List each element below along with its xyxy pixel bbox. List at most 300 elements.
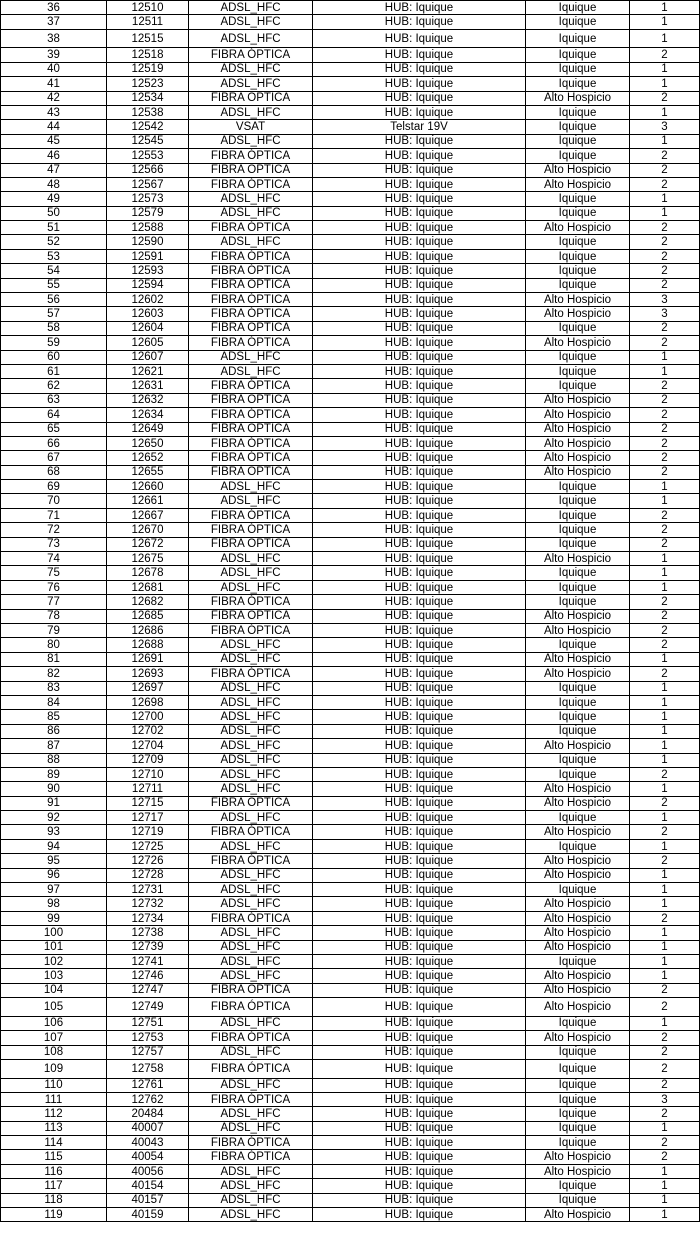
table-row	[1, 566, 700, 580]
priority-cell: 1	[630, 206, 700, 220]
row-number-cell: 44	[1, 120, 107, 134]
table-row	[1, 278, 700, 292]
table-row	[1, 1107, 700, 1121]
technology-cell: ADSL_HFC	[189, 652, 313, 666]
technology-cell: ADSL_HFC	[189, 638, 313, 652]
priority-cell: 2	[630, 911, 700, 925]
table-row	[1, 1150, 700, 1164]
priority-cell: 2	[630, 336, 700, 350]
hub-cell: HUB: Iquique	[313, 911, 526, 925]
table-row	[1, 695, 700, 709]
technology-cell: FIBRA ÓPTICA	[189, 249, 313, 263]
commune-cell: Alto Hospicio	[526, 293, 630, 307]
hub-cell: HUB: Iquique	[313, 926, 526, 940]
technology-cell: FIBRA ÓPTICA	[189, 321, 313, 335]
table-row	[1, 1193, 700, 1207]
row-number-cell: 79	[1, 624, 107, 638]
code-cell: 12650	[107, 436, 189, 450]
row-number-cell: 104	[1, 983, 107, 997]
row-number-cell: 87	[1, 739, 107, 753]
code-cell: 12681	[107, 580, 189, 594]
commune-cell: Iquique	[526, 1045, 630, 1059]
table-row	[1, 940, 700, 954]
row-number-cell: 105	[1, 998, 107, 1017]
row-number-cell: 93	[1, 825, 107, 839]
row-number-cell: 66	[1, 436, 107, 450]
priority-cell: 2	[630, 796, 700, 810]
commune-cell: Iquique	[526, 77, 630, 91]
code-cell: 12652	[107, 451, 189, 465]
commune-cell: Iquique	[526, 1, 630, 15]
code-cell: 12682	[107, 595, 189, 609]
code-cell: 12757	[107, 1045, 189, 1059]
hub-cell: HUB: Iquique	[313, 552, 526, 566]
hub-cell: HUB: Iquique	[313, 336, 526, 350]
row-number-cell: 84	[1, 695, 107, 709]
commune-cell: Iquique	[526, 350, 630, 364]
table-row	[1, 293, 700, 307]
hub-cell: HUB: Iquique	[313, 695, 526, 709]
priority-cell: 2	[630, 451, 700, 465]
commune-cell: Alto Hospicio	[526, 552, 630, 566]
hub-cell: HUB: Iquique	[313, 105, 526, 119]
code-cell: 12519	[107, 62, 189, 76]
code-cell: 12594	[107, 278, 189, 292]
priority-cell: 1	[630, 192, 700, 206]
technology-cell: ADSL_HFC	[189, 566, 313, 580]
commune-cell: Iquique	[526, 681, 630, 695]
code-cell: 12511	[107, 15, 189, 29]
table-row	[1, 868, 700, 882]
hub-cell: HUB: Iquique	[313, 811, 526, 825]
priority-cell: 1	[630, 897, 700, 911]
hub-cell: HUB: Iquique	[313, 1092, 526, 1106]
commune-cell: Iquique	[526, 1016, 630, 1030]
hub-cell: HUB: Iquique	[313, 595, 526, 609]
code-cell: 12553	[107, 149, 189, 163]
technology-cell: FIBRA ÓPTICA	[189, 307, 313, 321]
commune-cell: Alto Hospicio	[526, 739, 630, 753]
technology-cell: FIBRA ÓPTICA	[189, 163, 313, 177]
commune-cell: Alto Hospicio	[526, 336, 630, 350]
commune-cell: Iquique	[526, 508, 630, 522]
row-number-cell: 81	[1, 652, 107, 666]
table-row	[1, 767, 700, 781]
technology-cell: ADSL_HFC	[189, 1, 313, 15]
table-row	[1, 1136, 700, 1150]
technology-cell: FIBRA ÓPTICA	[189, 91, 313, 105]
code-cell: 40154	[107, 1179, 189, 1193]
priority-cell: 3	[630, 307, 700, 321]
hub-cell: HUB: Iquique	[313, 523, 526, 537]
commune-cell: Alto Hospicio	[526, 782, 630, 796]
row-number-cell: 82	[1, 667, 107, 681]
hub-cell: HUB: Iquique	[313, 293, 526, 307]
priority-cell: 2	[630, 436, 700, 450]
commune-cell: Alto Hospicio	[526, 1208, 630, 1222]
table-row	[1, 883, 700, 897]
technology-cell: ADSL_HFC	[189, 1121, 313, 1135]
commune-cell: Iquique	[526, 1121, 630, 1135]
code-cell: 12542	[107, 120, 189, 134]
table-row	[1, 91, 700, 105]
table-row	[1, 1208, 700, 1222]
hub-cell: HUB: Iquique	[313, 91, 526, 105]
technology-cell: ADSL_HFC	[189, 940, 313, 954]
technology-cell: ADSL_HFC	[189, 580, 313, 594]
priority-cell: 2	[630, 163, 700, 177]
row-number-cell: 80	[1, 638, 107, 652]
table-row	[1, 796, 700, 810]
technology-cell: ADSL_HFC	[189, 695, 313, 709]
table-row	[1, 667, 700, 681]
row-number-cell: 94	[1, 839, 107, 853]
row-number-cell: 43	[1, 105, 107, 119]
commune-cell: Iquique	[526, 29, 630, 48]
hub-cell: HUB: Iquique	[313, 638, 526, 652]
priority-cell: 1	[630, 1, 700, 15]
priority-cell: 2	[630, 998, 700, 1017]
priority-cell: 1	[630, 883, 700, 897]
code-cell: 12675	[107, 552, 189, 566]
code-cell: 12545	[107, 134, 189, 148]
priority-cell: 1	[630, 1016, 700, 1030]
commune-cell: Iquique	[526, 695, 630, 709]
hub-cell: HUB: Iquique	[313, 1193, 526, 1207]
code-cell: 12732	[107, 897, 189, 911]
row-number-cell: 53	[1, 249, 107, 263]
row-number-cell: 50	[1, 206, 107, 220]
row-number-cell: 102	[1, 954, 107, 968]
row-number-cell: 69	[1, 480, 107, 494]
code-cell: 12518	[107, 48, 189, 62]
row-number-cell: 106	[1, 1016, 107, 1030]
hub-cell: HUB: Iquique	[313, 364, 526, 378]
row-number-cell: 61	[1, 364, 107, 378]
technology-cell: ADSL_HFC	[189, 681, 313, 695]
table-row	[1, 580, 700, 594]
technology-cell: FIBRA ÓPTICA	[189, 667, 313, 681]
technology-cell: FIBRA ÓPTICA	[189, 465, 313, 479]
commune-cell: Iquique	[526, 954, 630, 968]
table-row	[1, 1179, 700, 1193]
hub-cell: HUB: Iquique	[313, 969, 526, 983]
technology-cell: ADSL_HFC	[189, 883, 313, 897]
code-cell: 12700	[107, 710, 189, 724]
row-number-cell: 118	[1, 1193, 107, 1207]
priority-cell: 1	[630, 580, 700, 594]
hub-cell: HUB: Iquique	[313, 480, 526, 494]
code-cell: 12704	[107, 739, 189, 753]
commune-cell: Alto Hospicio	[526, 796, 630, 810]
hub-cell: HUB: Iquique	[313, 134, 526, 148]
row-number-cell: 67	[1, 451, 107, 465]
table-row	[1, 221, 700, 235]
code-cell: 12717	[107, 811, 189, 825]
code-cell: 20484	[107, 1107, 189, 1121]
table-row	[1, 897, 700, 911]
table-row	[1, 825, 700, 839]
table-row	[1, 638, 700, 652]
row-number-cell: 56	[1, 293, 107, 307]
row-number-cell: 115	[1, 1150, 107, 1164]
priority-cell: 2	[630, 221, 700, 235]
code-cell: 12605	[107, 336, 189, 350]
technology-cell: FIBRA ÓPTICA	[189, 998, 313, 1017]
hub-cell: HUB: Iquique	[313, 1164, 526, 1178]
table-row	[1, 408, 700, 422]
commune-cell: Alto Hospicio	[526, 451, 630, 465]
table-row	[1, 998, 700, 1017]
hub-cell: HUB: Iquique	[313, 1107, 526, 1121]
hub-cell: HUB: Iquique	[313, 77, 526, 91]
row-number-cell: 97	[1, 883, 107, 897]
commune-cell: Iquique	[526, 724, 630, 738]
technology-cell: ADSL_HFC	[189, 710, 313, 724]
technology-cell: ADSL_HFC	[189, 29, 313, 48]
technology-cell: ADSL_HFC	[189, 753, 313, 767]
priority-cell: 2	[630, 393, 700, 407]
hub-cell: HUB: Iquique	[313, 753, 526, 767]
priority-cell: 1	[630, 1121, 700, 1135]
hub-cell: HUB: Iquique	[313, 1150, 526, 1164]
commune-cell: Iquique	[526, 811, 630, 825]
table-row	[1, 120, 700, 134]
commune-cell: Alto Hospicio	[526, 422, 630, 436]
table-row	[1, 307, 700, 321]
table-row	[1, 1045, 700, 1059]
priority-cell: 1	[630, 494, 700, 508]
technology-cell: FIBRA ÓPTICA	[189, 508, 313, 522]
commune-cell: Alto Hospicio	[526, 91, 630, 105]
priority-cell: 2	[630, 408, 700, 422]
technology-cell: FIBRA ÓPTICA	[189, 825, 313, 839]
row-number-cell: 113	[1, 1121, 107, 1135]
technology-cell: FIBRA ÓPTICA	[189, 393, 313, 407]
technology-cell: FIBRA ÓPTICA	[189, 293, 313, 307]
code-cell: 12688	[107, 638, 189, 652]
code-cell: 12702	[107, 724, 189, 738]
hub-cell: HUB: Iquique	[313, 566, 526, 580]
hub-cell: HUB: Iquique	[313, 883, 526, 897]
table-row	[1, 149, 700, 163]
technology-cell: ADSL_HFC	[189, 1107, 313, 1121]
priority-cell: 2	[630, 1150, 700, 1164]
table-row	[1, 681, 700, 695]
row-number-cell: 108	[1, 1045, 107, 1059]
technology-cell: FIBRA ÓPTICA	[189, 278, 313, 292]
priority-cell: 1	[630, 940, 700, 954]
code-cell: 12691	[107, 652, 189, 666]
code-cell: 12523	[107, 77, 189, 91]
code-cell: 12590	[107, 235, 189, 249]
technology-cell: FIBRA ÓPTICA	[189, 408, 313, 422]
code-cell: 12762	[107, 1092, 189, 1106]
hub-cell: HUB: Iquique	[313, 1045, 526, 1059]
priority-cell: 2	[630, 1059, 700, 1078]
row-number-cell: 92	[1, 811, 107, 825]
priority-cell: 2	[630, 825, 700, 839]
priority-cell: 1	[630, 29, 700, 48]
row-number-cell: 114	[1, 1136, 107, 1150]
commune-cell: Iquique	[526, 264, 630, 278]
technology-cell: ADSL_HFC	[189, 1208, 313, 1222]
row-number-cell: 111	[1, 1092, 107, 1106]
hub-cell: HUB: Iquique	[313, 580, 526, 594]
commune-cell: Alto Hospicio	[526, 408, 630, 422]
priority-cell: 1	[630, 969, 700, 983]
code-cell: 12566	[107, 163, 189, 177]
table-row	[1, 393, 700, 407]
priority-cell: 1	[630, 566, 700, 580]
code-cell: 12711	[107, 782, 189, 796]
code-cell: 12515	[107, 29, 189, 48]
hub-cell: HUB: Iquique	[313, 1059, 526, 1078]
code-cell: 12698	[107, 695, 189, 709]
priority-cell: 2	[630, 1107, 700, 1121]
commune-cell: Iquique	[526, 149, 630, 163]
commune-cell: Alto Hospicio	[526, 609, 630, 623]
table-row	[1, 62, 700, 76]
commune-cell: Iquique	[526, 883, 630, 897]
technology-cell: FIBRA ÓPTICA	[189, 911, 313, 925]
priority-cell: 2	[630, 595, 700, 609]
technology-cell: FIBRA ÓPTICA	[189, 1136, 313, 1150]
priority-cell: 2	[630, 1031, 700, 1045]
priority-cell: 1	[630, 926, 700, 940]
commune-cell: Iquique	[526, 321, 630, 335]
commune-cell: Alto Hospicio	[526, 624, 630, 638]
table-row	[1, 652, 700, 666]
commune-cell: Alto Hospicio	[526, 998, 630, 1017]
row-number-cell: 119	[1, 1208, 107, 1222]
row-number-cell: 85	[1, 710, 107, 724]
row-number-cell: 75	[1, 566, 107, 580]
code-cell: 12686	[107, 624, 189, 638]
code-cell: 12632	[107, 393, 189, 407]
row-number-cell: 49	[1, 192, 107, 206]
priority-cell: 1	[630, 364, 700, 378]
hub-cell: HUB: Iquique	[313, 624, 526, 638]
hub-cell: HUB: Iquique	[313, 782, 526, 796]
code-cell: 12573	[107, 192, 189, 206]
row-number-cell: 99	[1, 911, 107, 925]
row-number-cell: 74	[1, 552, 107, 566]
commune-cell: Iquique	[526, 494, 630, 508]
table-row	[1, 911, 700, 925]
table-row	[1, 1059, 700, 1078]
row-number-cell: 109	[1, 1059, 107, 1078]
row-number-cell: 91	[1, 796, 107, 810]
technology-cell: ADSL_HFC	[189, 969, 313, 983]
code-cell: 12607	[107, 350, 189, 364]
priority-cell: 1	[630, 739, 700, 753]
hub-cell: HUB: Iquique	[313, 379, 526, 393]
row-number-cell: 40	[1, 62, 107, 76]
technology-cell: FIBRA ÓPTICA	[189, 48, 313, 62]
commune-cell: Alto Hospicio	[526, 926, 630, 940]
technology-cell: FIBRA ÓPTICA	[189, 523, 313, 537]
technology-cell: FIBRA ÓPTICA	[189, 1031, 313, 1045]
priority-cell: 2	[630, 278, 700, 292]
row-number-cell: 95	[1, 854, 107, 868]
hub-cell: HUB: Iquique	[313, 940, 526, 954]
technology-cell: FIBRA ÓPTICA	[189, 854, 313, 868]
row-number-cell: 107	[1, 1031, 107, 1045]
hub-cell: HUB: Iquique	[313, 422, 526, 436]
commune-cell: Alto Hospicio	[526, 177, 630, 191]
commune-cell: Alto Hospicio	[526, 393, 630, 407]
row-number-cell: 77	[1, 595, 107, 609]
code-cell: 12588	[107, 221, 189, 235]
technology-cell: FIBRA ÓPTICA	[189, 624, 313, 638]
code-cell: 12741	[107, 954, 189, 968]
row-number-cell: 57	[1, 307, 107, 321]
technology-cell: ADSL_HFC	[189, 897, 313, 911]
technology-cell: FIBRA ÓPTICA	[189, 149, 313, 163]
hub-cell: HUB: Iquique	[313, 839, 526, 853]
row-number-cell: 110	[1, 1078, 107, 1092]
row-number-cell: 112	[1, 1107, 107, 1121]
commune-cell: Iquique	[526, 537, 630, 551]
code-cell: 12567	[107, 177, 189, 191]
commune-cell: Iquique	[526, 192, 630, 206]
commune-cell: Alto Hospicio	[526, 940, 630, 954]
row-number-cell: 52	[1, 235, 107, 249]
priority-cell: 2	[630, 1136, 700, 1150]
hub-cell: HUB: Iquique	[313, 278, 526, 292]
technology-cell: FIBRA ÓPTICA	[189, 1092, 313, 1106]
priority-cell: 2	[630, 609, 700, 623]
row-number-cell: 62	[1, 379, 107, 393]
hub-cell: HUB: Iquique	[313, 1078, 526, 1092]
technology-cell: ADSL_HFC	[189, 811, 313, 825]
commune-cell: Alto Hospicio	[526, 436, 630, 450]
hub-cell: HUB: Iquique	[313, 221, 526, 235]
commune-cell: Iquique	[526, 1179, 630, 1193]
technology-cell: ADSL_HFC	[189, 926, 313, 940]
table-row	[1, 983, 700, 997]
technology-cell: ADSL_HFC	[189, 1193, 313, 1207]
hub-cell: HUB: Iquique	[313, 609, 526, 623]
table-row	[1, 1078, 700, 1092]
table-row	[1, 436, 700, 450]
hub-cell: HUB: Iquique	[313, 1136, 526, 1150]
table-row	[1, 724, 700, 738]
technology-cell: ADSL_HFC	[189, 206, 313, 220]
priority-cell: 2	[630, 48, 700, 62]
commune-cell: Iquique	[526, 206, 630, 220]
code-cell: 40054	[107, 1150, 189, 1164]
priority-cell: 1	[630, 710, 700, 724]
technology-cell: ADSL_HFC	[189, 868, 313, 882]
hub-cell: HUB: Iquique	[313, 954, 526, 968]
row-number-cell: 37	[1, 15, 107, 29]
commune-cell: Iquique	[526, 1092, 630, 1106]
code-cell: 12631	[107, 379, 189, 393]
code-cell: 12734	[107, 911, 189, 925]
row-number-cell: 51	[1, 221, 107, 235]
table-row	[1, 350, 700, 364]
priority-cell: 1	[630, 1208, 700, 1222]
table-row	[1, 609, 700, 623]
commune-cell: Iquique	[526, 105, 630, 119]
hub-cell: HUB: Iquique	[313, 796, 526, 810]
technology-cell: FIBRA ÓPTICA	[189, 451, 313, 465]
technology-cell: ADSL_HFC	[189, 767, 313, 781]
row-number-cell: 47	[1, 163, 107, 177]
commune-cell: Iquique	[526, 595, 630, 609]
